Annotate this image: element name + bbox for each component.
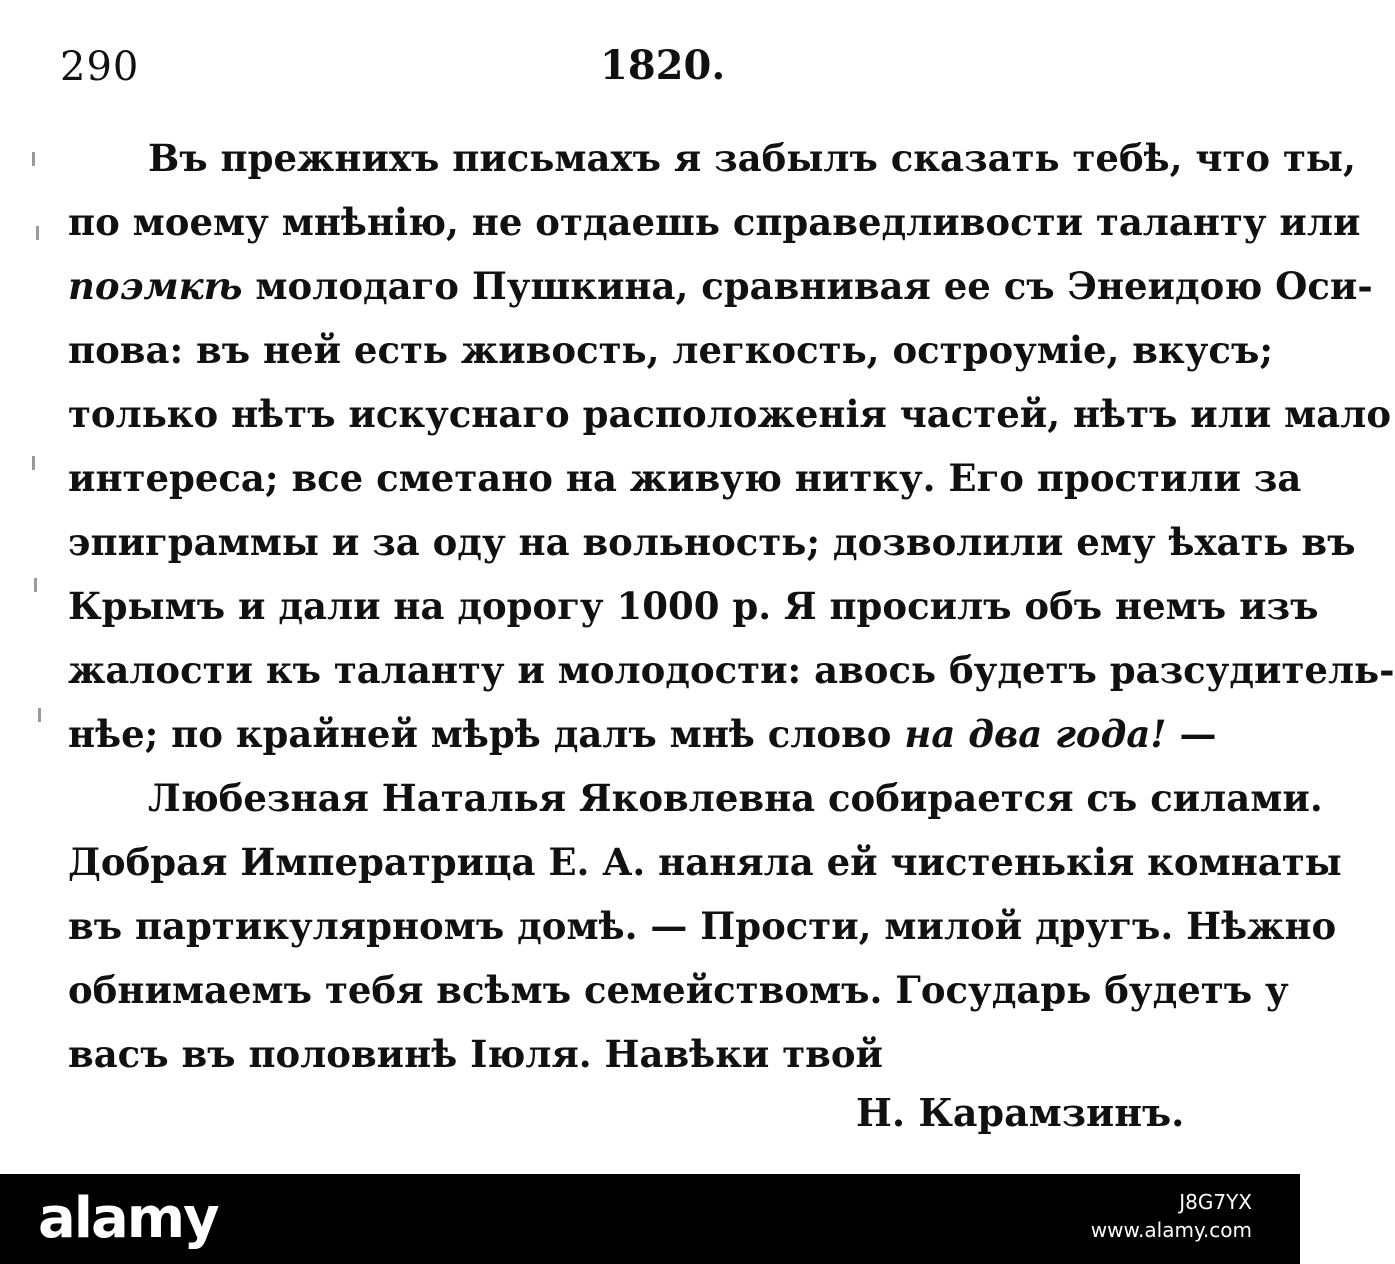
signature: Н. Карамзинъ. bbox=[856, 1090, 1185, 1135]
text-line: Крымъ и дали на дорогу 1000 р. Я просилъ объ немъ изъ bbox=[68, 584, 1319, 628]
margin-mark bbox=[34, 578, 37, 592]
image-reference bbox=[1091, 1188, 1252, 1244]
text-segment: — bbox=[1179, 712, 1217, 756]
image-id: J8G7YX bbox=[1179, 1190, 1252, 1214]
text-line-rest: молодаго Пушкина, сравнивая ее съ Энеидою Оси- bbox=[255, 264, 1373, 308]
page-number: 290 bbox=[60, 44, 140, 90]
italic-phrase: на два года! bbox=[904, 712, 1167, 756]
text-line: Любезная Наталья Яковлевна собирается съ силами. bbox=[148, 776, 1323, 820]
margin-mark bbox=[32, 152, 35, 166]
letter-body bbox=[68, 126, 1395, 1086]
text-line: жалости къ таланту и молодости: авось будетъ разсудитель- bbox=[68, 648, 1395, 692]
text-line: Добрая Императрица Е. А. наняла ей чистенькія комнаты bbox=[68, 840, 1342, 884]
italic-word: поэмкѣ bbox=[68, 264, 243, 308]
margin-mark bbox=[32, 456, 35, 470]
text-segment: нѣе; по крайней мѣрѣ далъ мнѣ слово bbox=[68, 712, 892, 756]
watermark-bar bbox=[0, 1174, 1300, 1264]
text-line: только нѣтъ искуснаго расположенія частей, нѣтъ или мало bbox=[68, 392, 1392, 436]
text-line: эпиграммы и за оду на вольность; дозволили ему ѣхать въ bbox=[68, 520, 1356, 564]
text-line: васъ въ половинѣ Іюля. Навѣки твой bbox=[68, 1032, 883, 1076]
margin-mark bbox=[38, 708, 41, 722]
text-line: пова: въ ней есть живость, легкость, остроуміе, вкусъ; bbox=[68, 328, 1273, 372]
text-line: интереса; все сметано на живую нитку. Его простили за bbox=[68, 456, 1302, 500]
alamy-logo: alamy bbox=[38, 1186, 218, 1251]
margin-mark bbox=[36, 226, 39, 240]
text-line: Въ прежнихъ письмахъ я забылъ сказать тебѣ, что ты, bbox=[148, 136, 1356, 180]
text-line bbox=[68, 702, 1248, 766]
text-line: обнимаемъ тебя всѣмъ семействомъ. Государь будетъ у bbox=[68, 968, 1289, 1012]
text-line bbox=[68, 254, 1373, 318]
text-line: по моему мнѣнію, не отдаешь справедливости таланту или bbox=[68, 200, 1361, 244]
page-header-year: 1820. bbox=[600, 42, 726, 89]
image-url: www.alamy.com bbox=[1090, 1218, 1252, 1242]
text-line: въ партикулярномъ домѣ. — Прости, милой другъ. Нѣжно bbox=[68, 904, 1337, 948]
